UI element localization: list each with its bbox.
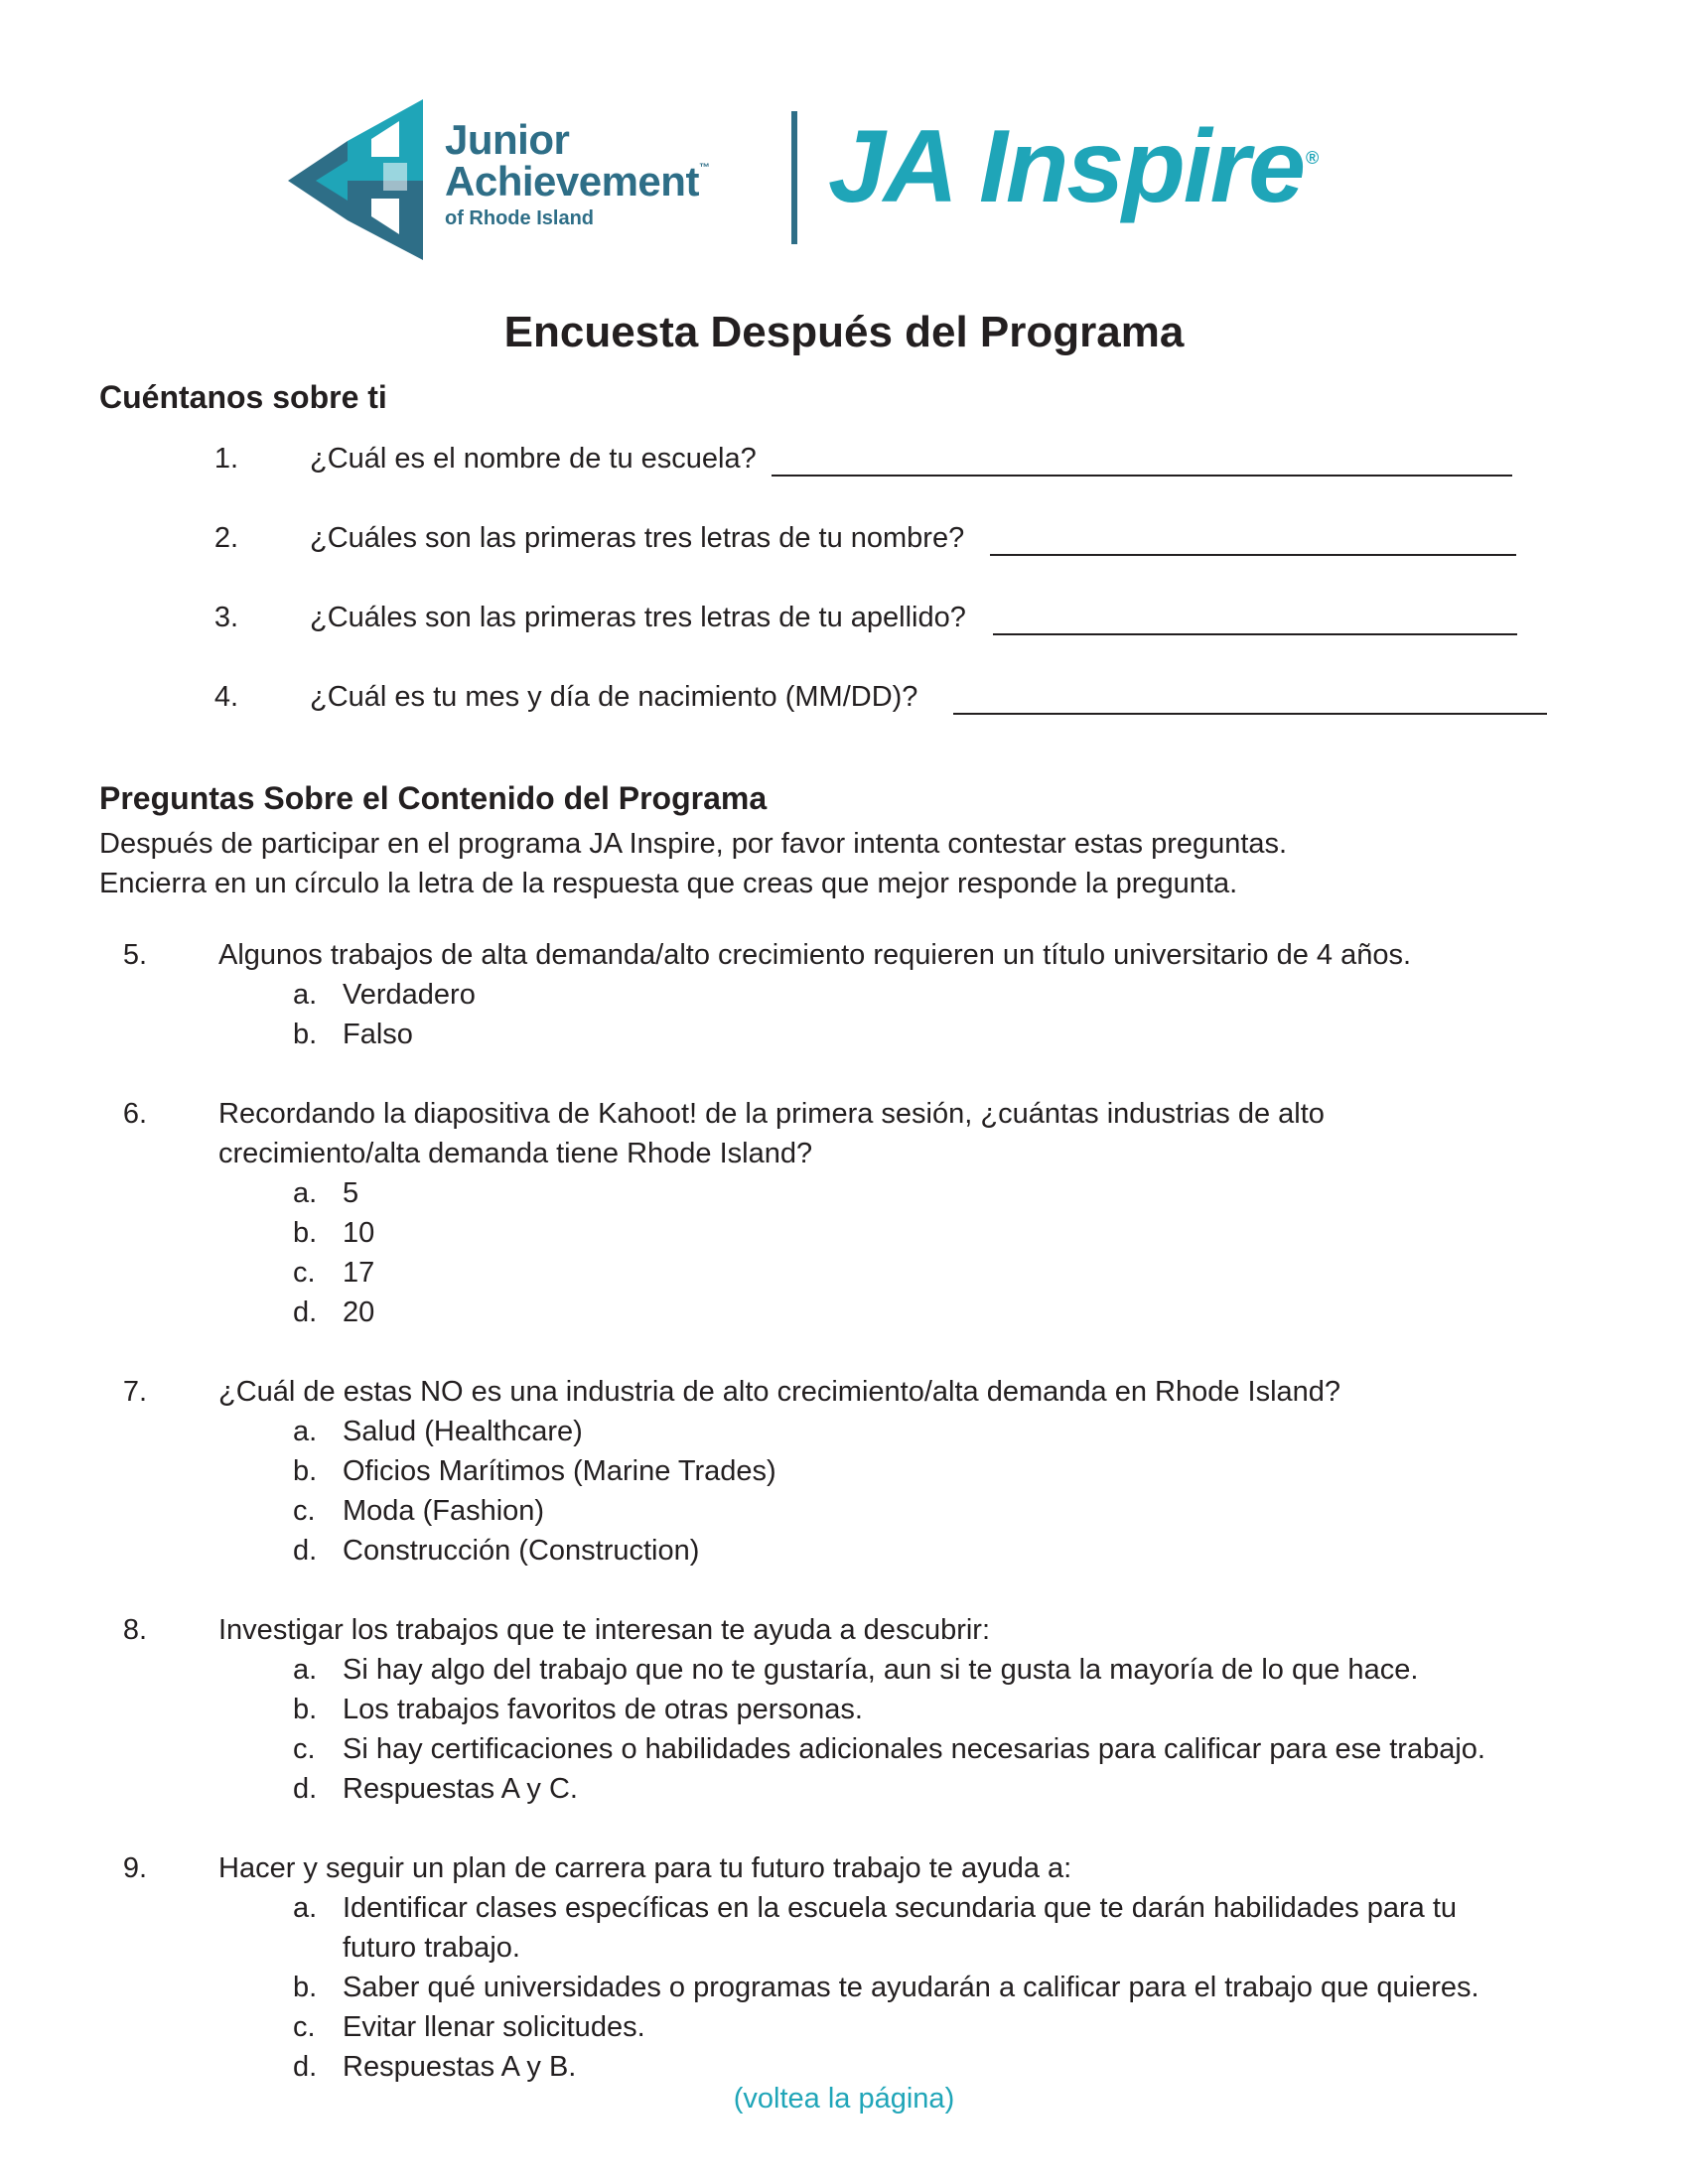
option-letter[interactable]: d. [293, 1773, 318, 1805]
option-letter[interactable]: b. [293, 1455, 318, 1487]
org-name-line3: of Rhode Island [445, 207, 594, 229]
option-letter[interactable]: d. [293, 1535, 318, 1567]
question-text: Recordando la diapositiva de Kahoot! de la primera sesión, ¿cuántas industrias de alto [218, 1098, 1325, 1130]
question-number: 9. [122, 1852, 147, 1884]
option-text: Saber qué universidades o programas te ayudarán a calificar para el trabajo que quieres. [343, 1972, 1479, 2003]
content-heading: Preguntas Sobre el Contenido del Programa [99, 780, 768, 816]
question-number: 7. [122, 1376, 147, 1408]
option-letter[interactable]: a. [293, 979, 318, 1011]
option-text: Los trabajos favoritos de otras personas. [343, 1694, 863, 1725]
ja-inspire-logo: JA Inspire ® [828, 109, 1318, 224]
option-letter[interactable]: d. [293, 1297, 318, 1328]
option-letter[interactable]: a. [293, 1177, 318, 1209]
option-letter[interactable]: b. [293, 1019, 318, 1050]
option-letter[interactable]: b. [293, 1694, 318, 1725]
option-letter[interactable]: a. [293, 1892, 318, 1924]
option-text: Moda (Fashion) [343, 1495, 545, 1527]
about-item-number: 3. [213, 602, 238, 633]
question-text: crecimiento/alta demanda tiene Rhode Island? [218, 1138, 813, 1169]
option-letter[interactable]: d. [293, 2051, 318, 2083]
question-text: Hacer y seguir un plan de carrera para tu futuro trabajo te ayuda a: [218, 1852, 1072, 1884]
ja-logo-mark-icon [288, 99, 423, 260]
option-letter[interactable]: a. [293, 1654, 318, 1686]
turn-page-note: (voltea la página) [733, 2083, 955, 2115]
about-question-first-name: ¿Cuáles son las primeras tres letras de tu nombre? [310, 522, 965, 554]
option-letter[interactable]: b. [293, 1217, 318, 1249]
about-item-number: 1. [213, 443, 238, 475]
option-text: Oficios Marítimos (Marine Trades) [343, 1455, 776, 1487]
option-text: 20 [343, 1297, 375, 1328]
option-text: Respuestas A y B. [343, 2051, 577, 2083]
option-letter[interactable]: a. [293, 1416, 318, 1447]
content-intro-line2: Encierra en un círculo la letra de la respuesta que creas que mejor responde la pregunta. [99, 868, 1238, 899]
ja-organization-name [445, 116, 710, 229]
org-name-line2: Achievement™ [445, 158, 710, 205]
option-letter[interactable]: b. [293, 1972, 318, 2003]
last-name-answer-field[interactable] [993, 633, 1517, 635]
question-text: ¿Cuál de estas NO es una industria de alto crecimiento/alta demanda en Rhode Island? [218, 1376, 1341, 1408]
option-text: Verdadero [343, 979, 476, 1011]
page-title: Encuesta Después del Programa [503, 308, 1185, 356]
about-question-birthday: ¿Cuál es tu mes y día de nacimiento (MM/DD)? [310, 681, 918, 713]
option-letter[interactable]: c. [293, 1495, 316, 1527]
option-text: Si hay certificaciones o habilidades adicionales necesarias para calificar para ese trabajo. [343, 1733, 1485, 1765]
org-name-line1: Junior [445, 116, 570, 163]
birthday-answer-field[interactable] [953, 713, 1547, 715]
option-text: 10 [343, 1217, 375, 1249]
option-text: 17 [343, 1257, 375, 1289]
option-text: futuro trabajo. [343, 1932, 520, 1964]
first-name-answer-field[interactable] [990, 554, 1516, 556]
option-text: Identificar clases específicas en la escuela secundaria que te darán habilidades para tu [343, 1892, 1458, 1924]
about-item-number: 4. [213, 681, 238, 713]
about-heading: Cuéntanos sobre ti [99, 379, 387, 415]
option-text: Construcción (Construction) [343, 1535, 700, 1567]
option-letter[interactable]: c. [293, 1257, 316, 1289]
option-text: Si hay algo del trabajo que no te gustaría, aun si te gusta la mayoría de lo que hace. [343, 1654, 1419, 1686]
option-letter[interactable]: c. [293, 1733, 316, 1765]
question-text: Investigar los trabajos que te interesan te ayuda a descubrir: [218, 1614, 991, 1646]
option-text: Salud (Healthcare) [343, 1416, 583, 1447]
about-item-number: 2. [213, 522, 238, 554]
about-question-last-name: ¿Cuáles son las primeras tres letras de tu apellido? [310, 602, 966, 633]
question-number: 6. [122, 1098, 147, 1130]
question-text: Algunos trabajos de alta demanda/alto crecimiento requieren un título universitario de 4 años. [218, 939, 1412, 971]
option-text: 5 [343, 1177, 359, 1209]
content-intro-line1: Después de participar en el programa JA Inspire, por favor intenta contestar estas preguntas. [99, 828, 1288, 860]
logo-divider [791, 111, 797, 244]
option-text: Evitar llenar solicitudes. [343, 2011, 645, 2043]
school-answer-field[interactable] [772, 475, 1512, 477]
question-number: 5. [122, 939, 147, 971]
about-question-school: ¿Cuál es el nombre de tu escuela? [310, 443, 757, 475]
option-letter[interactable]: c. [293, 2011, 316, 2043]
option-text: Falso [343, 1019, 413, 1050]
option-text: Respuestas A y C. [343, 1773, 578, 1805]
question-number: 8. [122, 1614, 147, 1646]
